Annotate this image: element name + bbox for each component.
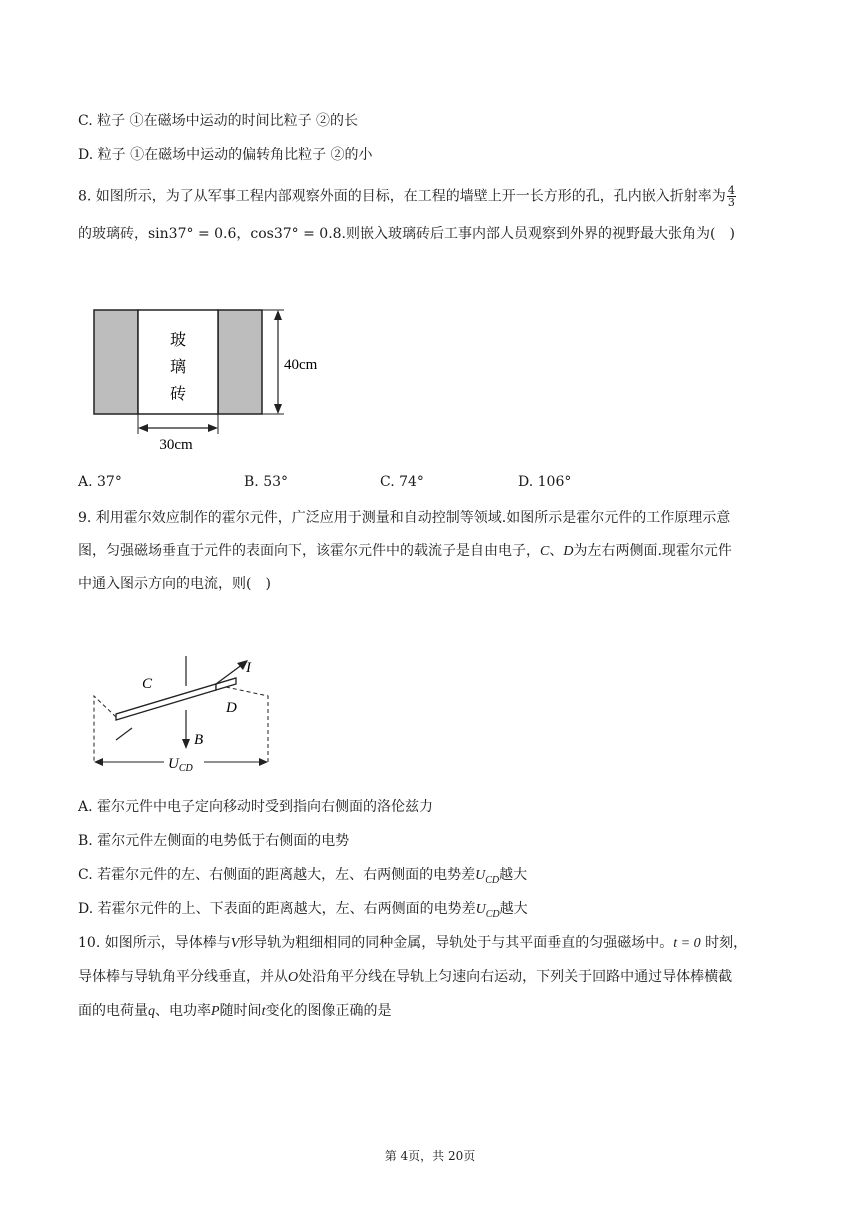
glass-char-1: 玻 xyxy=(169,330,187,349)
q9-line-1: 9. 利用霍尔效应制作的霍尔元件，广泛应用于测量和自动控制等领域.如图所示是霍尔元件的工作原理示意 xyxy=(78,510,731,526)
refractive-index-fraction xyxy=(727,185,736,208)
q9-line-2-text-b: 为左右两侧面.现霍尔元件 xyxy=(573,543,732,559)
height-arrow-down-icon xyxy=(274,404,282,414)
q9-option-c-text: C. 若霍尔元件的左、右侧面的距离越大，左、右两侧面的电势差 xyxy=(78,867,476,883)
q8-option-b: B. 53° xyxy=(244,474,289,490)
q9-line-3: 中通入图示方向的电流，则( ) xyxy=(78,576,271,592)
width-label: 30cm xyxy=(159,437,193,453)
wall-right xyxy=(218,310,262,414)
voltage-label: $U_{CD}$ xyxy=(168,756,193,774)
q8-line-1 xyxy=(78,185,736,208)
width-arrow-left-icon xyxy=(138,424,148,432)
q9-option-d-text: D. 若霍尔元件的上、下表面的距离越大，左、右两侧面的电势差 xyxy=(78,901,476,917)
q7-option-d: D. 粒子 ①在磁场中运动的偏转角比粒子 ②的小 xyxy=(78,147,373,163)
page-footer: 第 4页，共 20页 xyxy=(384,1149,476,1163)
q9-line-2-text-a: 图，匀强磁场垂直于元件的表面向下，该霍尔元件中的载流子是自由电子， xyxy=(78,543,540,559)
q9-option-a: A. 霍尔元件中电子定向移动时受到指向右侧面的洛伦兹力 xyxy=(78,799,434,815)
voltage-arrow-left-icon xyxy=(94,758,103,766)
q9-option-c xyxy=(78,865,527,891)
current-label: I xyxy=(246,660,251,676)
glass-char-2: 璃 xyxy=(169,357,187,376)
height-arrow-up-icon xyxy=(274,310,282,320)
field-label: B xyxy=(194,732,204,748)
height-label: 40cm xyxy=(284,357,318,373)
q10-line-3: 面的电荷量q、电功率P随时间t变化的图像正确的是 xyxy=(78,1003,392,1019)
q9-option-d-end: 越大 xyxy=(499,901,528,917)
p-symbol: P xyxy=(211,1004,220,1019)
t-equals-zero: t = 0 xyxy=(673,936,701,951)
side-c-symbol: C xyxy=(540,544,550,559)
voltage-arrow-right-icon xyxy=(259,758,268,766)
v-symbol: V xyxy=(230,936,240,951)
current-line-back xyxy=(116,728,132,740)
q9-option-d xyxy=(78,899,528,925)
q-symbol: q xyxy=(148,1004,155,1019)
label-d: D xyxy=(226,700,237,716)
glass-char-3: 砖 xyxy=(169,384,187,403)
plate-front-face xyxy=(116,684,216,720)
ucd-symbol: $U_{CD}$ xyxy=(475,868,500,886)
width-arrow-right-icon xyxy=(208,424,218,432)
q10-line-2: 导体棒与导轨角平分线垂直，并从O处沿角平分线在导轨上匀速向右运动，下列关于回路中通过导体棒横截 xyxy=(78,969,733,985)
wall-left xyxy=(94,310,138,414)
fraction-numerator: 4 xyxy=(727,184,735,197)
lead-right xyxy=(226,687,268,762)
fraction-denominator: 3 xyxy=(727,196,735,209)
q8-line-1-text: 8. 如图所示，为了从军事工程内部观察外面的目标，在工程的墙壁上开一长方形的孔，孔内嵌入折射率为 xyxy=(78,188,726,205)
q7-option-c: C. 粒子 ①在磁场中运动的时间比粒子 ②的长 xyxy=(78,113,359,129)
q9-option-b: B. 霍尔元件左侧面的电势低于右侧面的电势 xyxy=(78,833,350,849)
side-d-symbol: D xyxy=(563,544,574,559)
lead-left xyxy=(94,696,116,762)
q9-line-2 xyxy=(78,541,732,562)
t-symbol: t xyxy=(261,1004,266,1019)
q8-option-c: C. 74° xyxy=(380,474,424,490)
ucd-symbol: $U_{CD}$ xyxy=(475,902,500,920)
q8-line-2: 的玻璃砖，sin37° = 0.6，cos37° = 0.8.则嵌入玻璃砖后工事内部人员观察到外界的视野最大张角为( ) xyxy=(78,226,735,242)
q9-option-c-end: 越大 xyxy=(499,867,528,883)
q8-option-d: D. 106° xyxy=(518,474,572,490)
q10-line-1: 10. 如图所示，导体棒与V形导轨为粗细相同的同种金属，导轨处于与其平面垂直的匀强磁场中。t = 0 时刻， xyxy=(78,935,748,951)
glass-brick-figure xyxy=(88,300,338,460)
hall-element-figure xyxy=(88,650,278,775)
field-arrow-down-icon xyxy=(182,739,190,749)
q8-option-a: A. 37° xyxy=(78,474,122,490)
o-symbol: O xyxy=(288,970,299,985)
label-c: C xyxy=(142,676,153,692)
q9-line-2-separator: 、 xyxy=(549,543,564,559)
